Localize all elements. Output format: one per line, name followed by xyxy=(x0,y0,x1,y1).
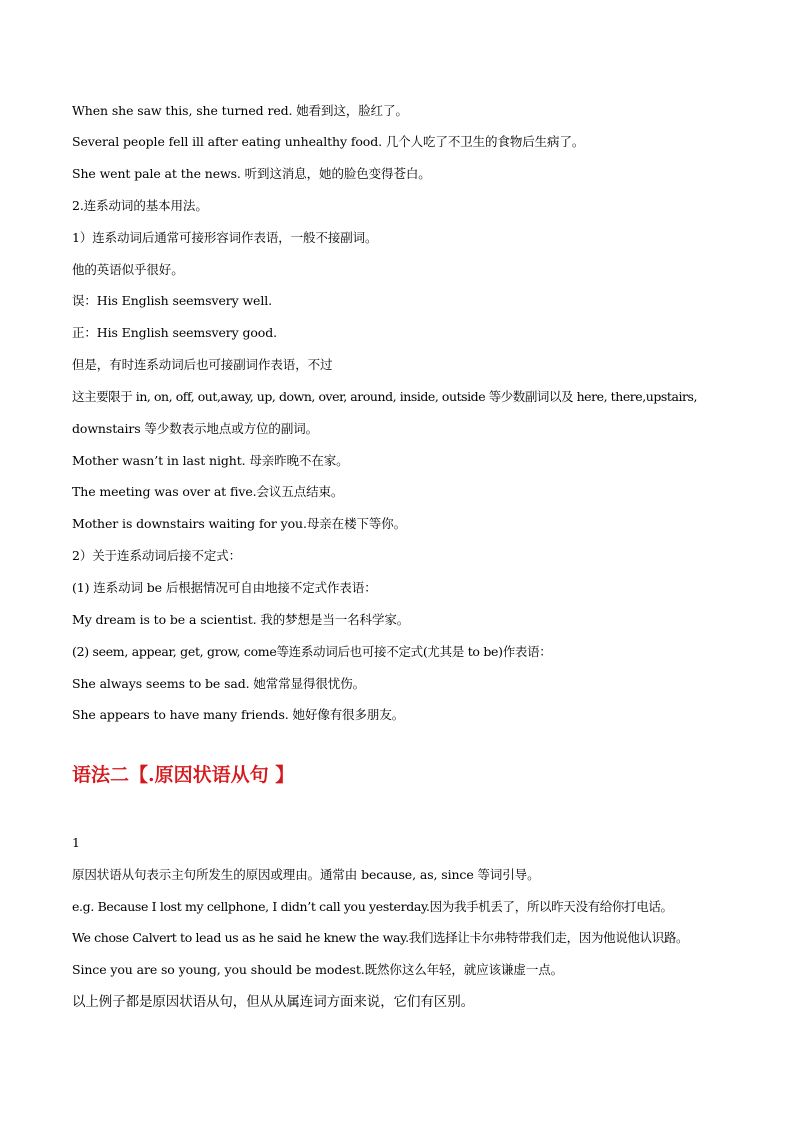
text-line: Mother is downstairs waiting for you.母亲在楼下等你。 xyxy=(72,516,407,531)
text-line: 误：His English seemsvery well. xyxy=(72,293,273,308)
text-line: The meeting was over at five.会议五点结束。 xyxy=(72,484,344,499)
text-line: 原因状语从句表示主句所发生的原因或理由。通常由 because, as, since 等词引导。 xyxy=(72,867,540,882)
text-line: (1) 连系动词 be 后根据情况可自由地接不定式作表语： xyxy=(72,580,377,595)
text-line: 正：His English seemsvery good. xyxy=(72,325,277,340)
text-line: She always seems to be sad. 她常常显得很忧伤。 xyxy=(72,676,365,691)
text-line: 2.连系动词的基本用法。 xyxy=(72,198,208,213)
text-line: When she saw this, she turned red. 她看到这，脸红了。 xyxy=(72,103,408,118)
text-line: 以上例子都是原因状语从句，但从从属连词方面来说，它们有区别。 xyxy=(72,994,474,1010)
text-line: Several people fell ill after eating unhealthy food. 几个人吃了不卫生的食物后生病了。 xyxy=(72,134,585,149)
text-line: 1 xyxy=(72,835,80,850)
text-line: We chose Calvert to lead us as he said he knew the way.我们选择让卡尔弗特带我们走，因为他说他认识路。 xyxy=(72,930,689,945)
text-line: (2) seem, appear, get, grow, come等连系动词后也可接不定式(尤其是 to be)作表语： xyxy=(72,644,552,659)
text-line: 这主要限于 in, on, off, out,away, up, down, over, around, inside, outside 等少数副词以及 here, there,upstairs, xyxy=(72,389,698,404)
text-line: 1）连系动词后通常可接形容词作表语，一般不接副词。 xyxy=(72,230,378,245)
text-line: My dream is to be a scientist. 我的梦想是当一名科学家。 xyxy=(72,612,410,627)
text-line: She appears to have many friends. 她好像有很多朋友。 xyxy=(72,707,405,722)
text-line: 他的英语似乎很好。 xyxy=(72,262,184,277)
text-line: downstairs 等少数表示地点或方位的副词。 xyxy=(72,421,319,436)
section-heading: 语法二【.原因状语从句 】 xyxy=(72,764,295,786)
text-line: 2）关于连系动词后接不定式： xyxy=(72,548,242,563)
text-line: She went pale at the news. 听到这消息，她的脸色变得苍白。 xyxy=(72,166,431,181)
text-line: e.g. Because I lost my cellphone, I didn’t call you yesterday.因为我手机丢了，所以昨天没有给你打电话。 xyxy=(72,899,673,914)
text-line: Mother wasn’t in last night. 母亲昨晚不在家。 xyxy=(72,453,349,468)
text-line: Since you are so young, you should be modest.既然你这么年轻，就应该谦虚一点。 xyxy=(72,962,564,977)
text-line: 但是，有时连系动词后也可接副词作表语，不过 xyxy=(72,357,333,372)
